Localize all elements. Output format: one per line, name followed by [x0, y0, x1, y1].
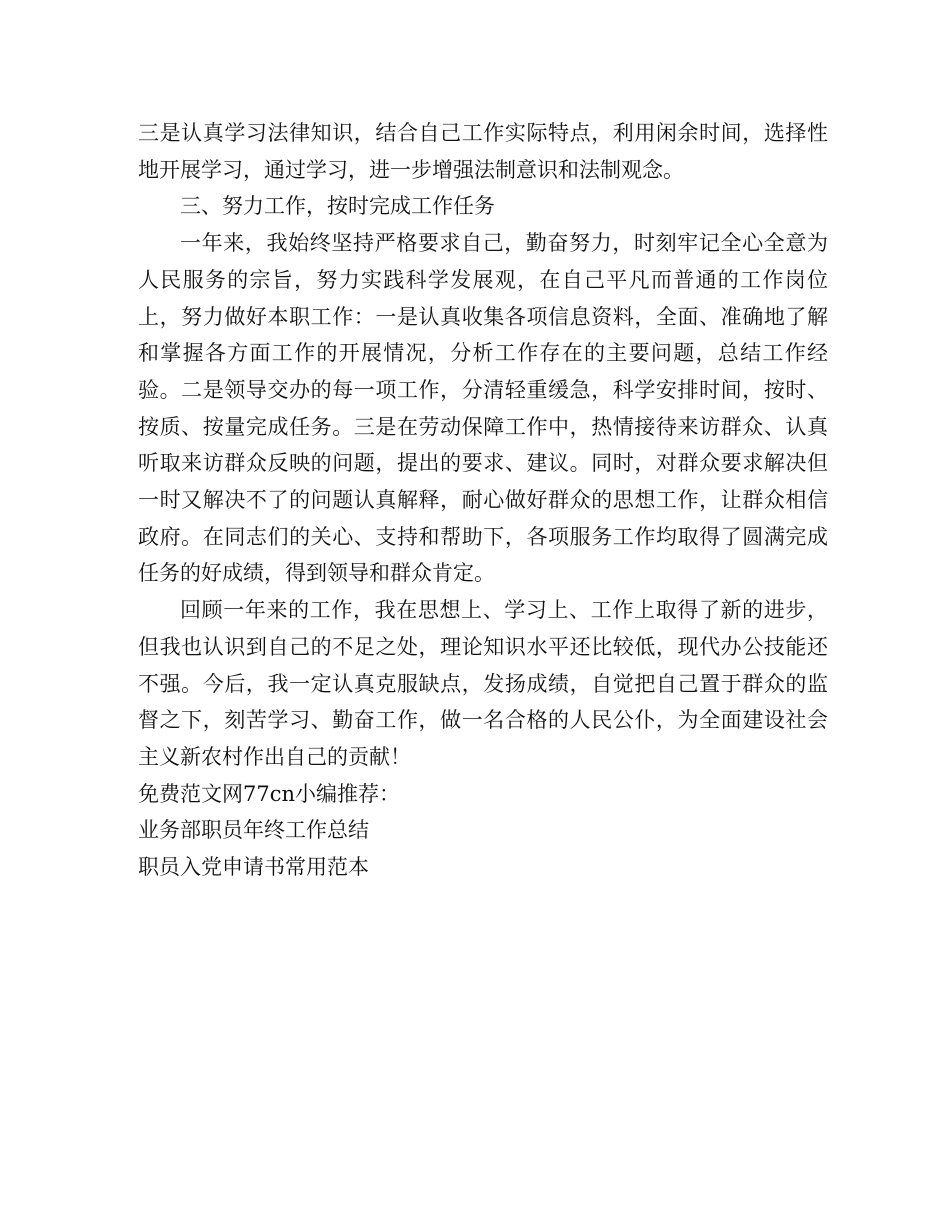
- section-heading: 三、努力工作，按时完成工作任务: [180, 194, 495, 219]
- recommend-link-2[interactable]: 职员入党申请书常用范本: [138, 855, 369, 880]
- paragraph-review: 回顾一年来的工作，我在思想上、学习上、工作上取得了新的进步，但我也认识到自己的不足之处，理论知识水平还比较低，现代办公技能还不强。今后，我一定认真克服缺点，发扬成绩，自觉把自己置于群众的监督之下，刻苦学习、勤奋工作，做一名合格的人民公仆，为全面建设社会主义新农村作出自己的贡献！: [138, 598, 828, 769]
- recommend-label: 免费范文网77cn小编推荐：: [138, 781, 401, 806]
- paragraph-study-law: 三是认真学习法律知识，结合自己工作实际特点，利用闲余时间，选择性地开展学习，通过学习，进一步增强法制意识和法制观念。: [138, 121, 828, 182]
- document-body: [138, 115, 828, 886]
- paragraph-work: 一年来，我始终坚持严格要求自己，勤奋努力，时刻牢记全心全意为人民服务的宗旨，努力实践科学发展观，在自己平凡而普通的工作岗位上，努力做好本职工作：一是认真收集各项信息资料，全面、准确地了解和掌握各方面工作的开展情况，分析工作存在的主要问题，总结工作经验。二是领导交办的每一项工作，分清轻重缓急，科学安排时间，按时、按质、按量完成任务。三是在劳动保障工作中，热情接待来访群众、认真听取来访群众反映的问题，提出的要求、建议。同时，对群众要求解决但一时又解决不了的问题认真解释，耐心做好群众的思想工作，让群众相信政府。在同志们的关心、支持和帮助下，各项服务工作均取得了圆满完成任务的好成绩，得到领导和群众肯定。: [138, 231, 828, 586]
- recommend-link-1[interactable]: 业务部职员年终工作总结: [138, 818, 369, 843]
